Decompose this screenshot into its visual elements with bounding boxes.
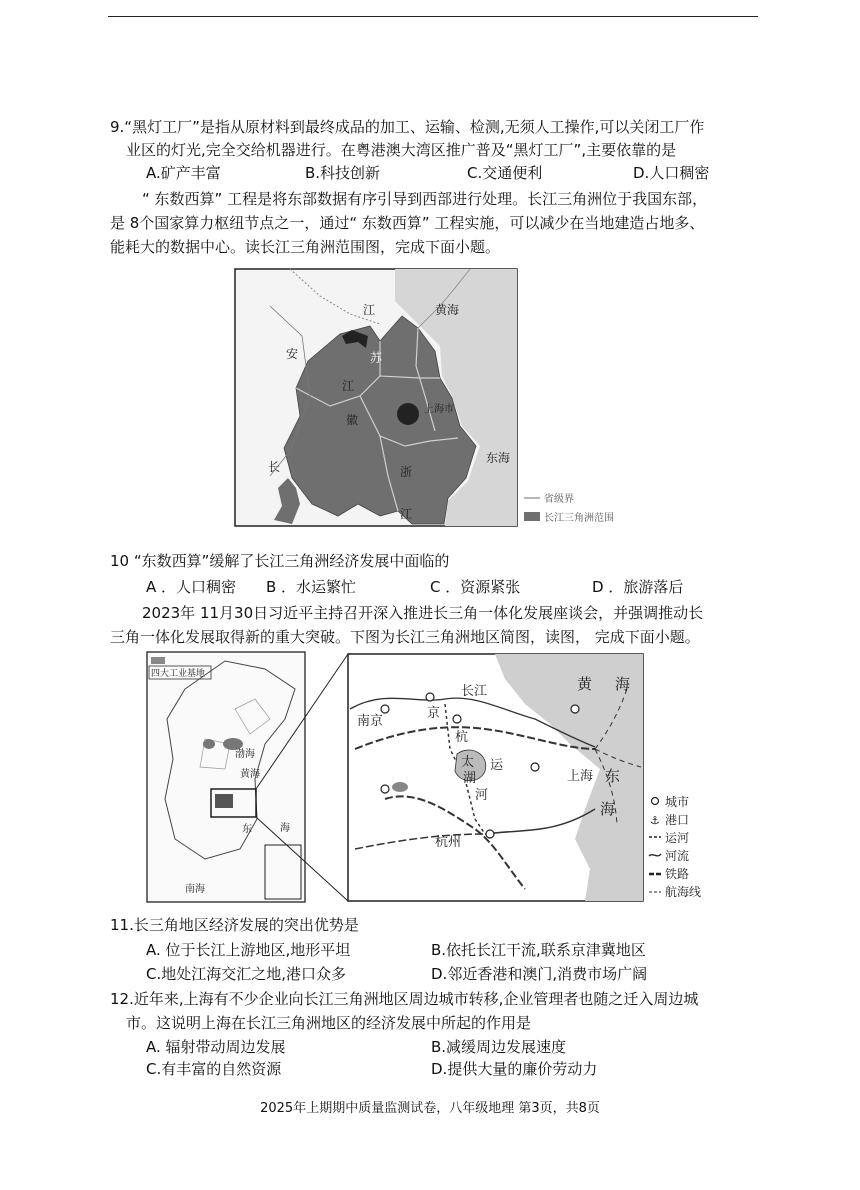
map1-label-su: 苏 xyxy=(370,351,383,365)
header-rule xyxy=(108,16,758,17)
map2-label-tai: 太 xyxy=(461,755,475,770)
intro1-line2: 是 8个国家算力枢纽节点之一，通过“ 东数西算” 工程实施，可以减少在当地建造占地多、 xyxy=(110,214,705,232)
q12-option-b: B.减缓周边发展速度 xyxy=(431,1038,567,1056)
map1-legend-border: 省级界 xyxy=(544,494,574,505)
map2-label-yun: 运 xyxy=(490,758,504,773)
map2-label-hu: 湖 xyxy=(463,771,477,786)
q11-option-a: A. 位于长江上游地区,地形平坦 xyxy=(146,941,351,959)
intro1-line3: 能耗大的数据中心。读长江三角洲范围图，完成下面小题。 xyxy=(110,238,501,256)
q10-option-a: A ．人口稠密 xyxy=(146,578,237,596)
q11-option-d: D.邻近香港和澳门,消费市场广阔 xyxy=(431,965,648,983)
yangtze-delta-range-map xyxy=(230,266,640,530)
q9-option-d: D.人口稠密 xyxy=(633,164,710,182)
map2-label-dong: 东 xyxy=(605,767,621,785)
map1-label-huanghai: 黄海 xyxy=(435,303,460,317)
map2-label-hai1: 海 xyxy=(615,675,631,693)
q12-option-d: D.提供大量的廉价劳动力 xyxy=(431,1060,598,1078)
map2-legend-river: 河流 xyxy=(665,849,690,863)
map2-label-shanghai: 上海 xyxy=(567,769,594,784)
svg-text:⚓: ⚓ xyxy=(650,814,660,827)
map2-legend-canal: 运河 xyxy=(665,831,690,845)
q9-stem-line1: 9.“黑灯工厂”是指从原材料到最终成品的加工、运输、检测,无须人工操作,可以关闭工厂作 xyxy=(110,118,705,136)
map2-label-nanjing: 南京 xyxy=(357,714,384,729)
map2-label-hang: 杭 xyxy=(455,730,469,745)
map2-inset-industry-2 xyxy=(203,739,215,749)
map2-label-jing: 京 xyxy=(427,706,441,721)
map2-legend-shipping: 航海线 xyxy=(665,885,702,899)
map1-label-jiang3: 江 xyxy=(400,507,413,521)
yangtze-delta-sketch-map xyxy=(145,649,723,905)
q9-option-c: C.交通便利 xyxy=(467,164,543,182)
q12-stem-line2: 市。这说明上海在长江三角洲地区的经济发展中所起的作用是 xyxy=(126,1014,532,1032)
q9-option-b: B.科技创新 xyxy=(305,164,381,182)
map2-label-he: 河 xyxy=(475,788,489,803)
q9-option-a: A.矿产丰富 xyxy=(146,164,221,182)
map2-inset-industry-3 xyxy=(215,794,233,808)
q10-stem: 10 “东数西算”缓解了长江三角洲经济发展中面临的 xyxy=(110,552,450,570)
intro2-line1: 2023年 11月30日习近平主持召开深入推进长三角一体化发展座谈会，并强调推动长 xyxy=(142,604,704,622)
page-footer: 2025年上期期中质量监测试卷，八年级地理 第3页，共8页 xyxy=(260,1101,600,1116)
q10-option-c: C ．资源紧张 xyxy=(430,578,521,596)
map1-label-shanghai: 上海市 xyxy=(424,404,454,415)
map2-inset-legend-swatch xyxy=(151,657,165,664)
map1-label-chang: 长 xyxy=(268,460,281,474)
map1-label-zhe: 浙 xyxy=(400,465,413,479)
map2-inset-label-nanhai: 南海 xyxy=(185,884,205,895)
q10-option-b: B ．水运繁忙 xyxy=(266,578,357,596)
map1-label-hui: 徽 xyxy=(346,413,359,427)
q11-option-c: C.地处江海交汇之地,港口众多 xyxy=(146,965,347,983)
map1-label-jiang2: 江 xyxy=(342,379,355,393)
map2-inset-label-huanghai: 黄海 xyxy=(240,769,260,780)
map1-label-donghai: 东海 xyxy=(486,451,511,465)
map2-inset-label-bohai: 渤海 xyxy=(235,749,255,760)
map2-label-hangzhou: 杭州 xyxy=(435,835,462,850)
q12-option-c: C.有丰富的自然资源 xyxy=(146,1060,282,1078)
map2-inset-label-hai: 海 xyxy=(280,823,290,834)
map1-legend-region: 长江三角洲范围 xyxy=(544,513,614,524)
map1-legend-region-swatch xyxy=(524,512,540,521)
map2-label-changjiang: 长江 xyxy=(461,684,488,699)
map1-label-jiang1: 江 xyxy=(363,303,376,317)
map2-label-hai2: 海 xyxy=(600,800,616,818)
q12-option-a: A. 辐射带动周边发展 xyxy=(146,1038,286,1056)
map1-taihu xyxy=(397,403,419,425)
map2-inset-legend: 四大工业基地 xyxy=(151,669,206,679)
intro2-line2: 三角一体化发展取得新的重大突破。下图为长江三角洲地区简图，读图， 完成下面小题。 xyxy=(110,628,700,646)
map1-label-an: 安 xyxy=(286,347,299,361)
map2-label-huang: 黄 xyxy=(577,675,593,693)
map2-legend-city: 城市 xyxy=(665,795,690,809)
map2-inset-label-dong: 东 xyxy=(242,824,252,835)
q11-option-b: B.依托长江干流,联系京津冀地区 xyxy=(431,941,646,959)
q9-stem-line2: 业区的灯光,完全交给机器进行。在粤港澳大湾区推广普及“黑灯工厂”,主要依靠的是 xyxy=(126,141,677,159)
map2-legend-city-swatch xyxy=(652,798,659,805)
q12-stem-line1: 12.近年来,上海有不少企业向长江三角洲地区周边城市转移,企业管理者也随之迁入周边城 xyxy=(110,990,699,1008)
intro1-line1: “ 东数西算” 工程是将东部数据有序引导到西部进行处理。长江三角洲位于我国东部， xyxy=(142,190,708,208)
map2-inset-frame xyxy=(147,652,305,902)
q11-stem: 11.长三角地区经济发展的突出优势是 xyxy=(110,916,359,934)
map2-legend-rail: 铁路 xyxy=(665,867,690,881)
map2-legend-port: 港口 xyxy=(665,813,690,827)
q10-option-d: D ．旅游落后 xyxy=(592,578,684,596)
